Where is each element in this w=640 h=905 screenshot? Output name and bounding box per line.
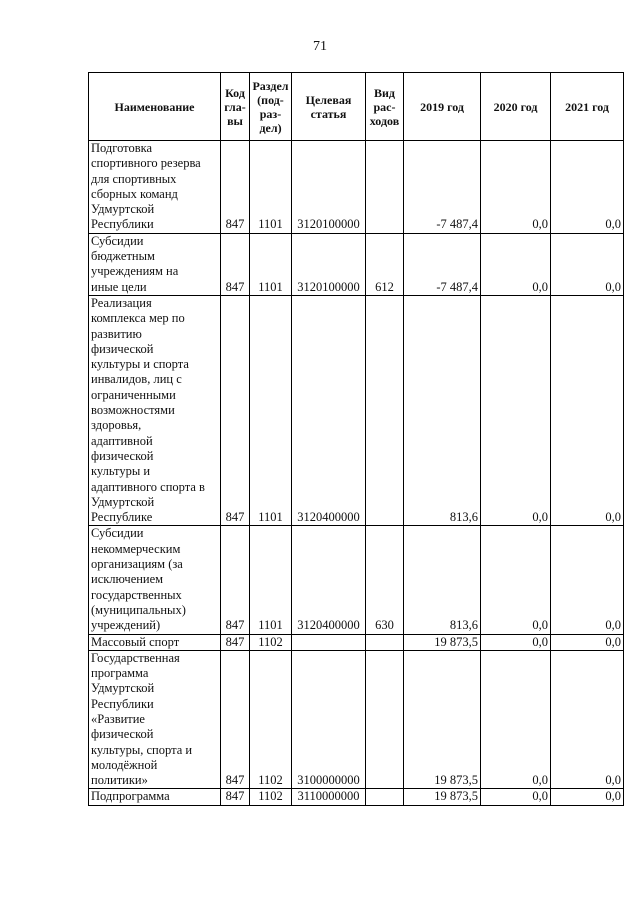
row-2021: 0,0 bbox=[551, 526, 624, 634]
row-target bbox=[292, 634, 366, 650]
header-row bbox=[89, 73, 624, 141]
row-2019: 19 873,5 bbox=[404, 650, 481, 789]
row-name: Подготовка спортивного резерва для спортивных сборных команд Удмуртской Республики bbox=[89, 141, 221, 234]
table-body bbox=[89, 141, 624, 806]
row-2021: 0,0 bbox=[551, 141, 624, 234]
row-2020: 0,0 bbox=[481, 526, 551, 634]
row-kind bbox=[366, 634, 404, 650]
row-code: 847 bbox=[221, 295, 250, 525]
row-section: 1102 bbox=[250, 634, 292, 650]
page-number: 71 bbox=[313, 39, 327, 54]
header-target: Целевая статья bbox=[292, 73, 366, 141]
table-row bbox=[89, 141, 624, 234]
table-row bbox=[89, 789, 624, 805]
table-row bbox=[89, 650, 624, 789]
row-2021: 0,0 bbox=[551, 789, 624, 805]
row-name: Подпрограмма bbox=[89, 789, 221, 805]
row-section: 1101 bbox=[250, 233, 292, 295]
row-section: 1102 bbox=[250, 650, 292, 789]
row-name: Реализация комплекса мер по развитию физической культуры и спорта инвалидов, лиц с ограниченными возможностями здоровья, адаптивной физической культуры и адаптивного спорта в Удмуртской Республике bbox=[89, 295, 221, 525]
row-code: 847 bbox=[221, 634, 250, 650]
row-target: 3120400000 bbox=[292, 526, 366, 634]
row-target: 3100000000 bbox=[292, 650, 366, 789]
row-section: 1102 bbox=[250, 789, 292, 805]
row-kind bbox=[366, 789, 404, 805]
row-2021: 0,0 bbox=[551, 295, 624, 525]
row-name: Массовый спорт bbox=[89, 634, 221, 650]
row-name: Субсидии некоммерческим организациям (за исключением государственных (муниципальных) учреждений) bbox=[89, 526, 221, 634]
row-code: 847 bbox=[221, 789, 250, 805]
row-2020: 0,0 bbox=[481, 295, 551, 525]
row-kind: 630 bbox=[366, 526, 404, 634]
header-kind: Вид рас- ходов bbox=[366, 73, 404, 141]
row-2020: 0,0 bbox=[481, 634, 551, 650]
row-2019: -7 487,4 bbox=[404, 233, 481, 295]
row-code: 847 bbox=[221, 233, 250, 295]
header-2020: 2020 год bbox=[481, 73, 551, 141]
row-name: Субсидии бюджетным учреждениям на иные цели bbox=[89, 233, 221, 295]
header-name: Наименование bbox=[89, 73, 221, 141]
row-2019: 813,6 bbox=[404, 526, 481, 634]
row-2020: 0,0 bbox=[481, 141, 551, 234]
row-2020: 0,0 bbox=[481, 789, 551, 805]
header-2021: 2021 год bbox=[551, 73, 624, 141]
row-2019: -7 487,4 bbox=[404, 141, 481, 234]
table-row bbox=[89, 634, 624, 650]
header-code: Код гла- вы bbox=[221, 73, 250, 141]
row-target: 3120100000 bbox=[292, 233, 366, 295]
row-target: 3120100000 bbox=[292, 141, 366, 234]
row-2020: 0,0 bbox=[481, 650, 551, 789]
row-2021: 0,0 bbox=[551, 233, 624, 295]
row-name: Государственная программа Удмуртской Республики «Развитие физической культуры, спорта и молодёжной политики» bbox=[89, 650, 221, 789]
row-2021: 0,0 bbox=[551, 650, 624, 789]
row-kind bbox=[366, 295, 404, 525]
row-target: 3120400000 bbox=[292, 295, 366, 525]
row-kind: 612 bbox=[366, 233, 404, 295]
row-code: 847 bbox=[221, 526, 250, 634]
header-2019: 2019 год bbox=[404, 73, 481, 141]
row-kind bbox=[366, 650, 404, 789]
budget-table bbox=[88, 72, 624, 806]
table-row bbox=[89, 526, 624, 634]
table-row bbox=[89, 233, 624, 295]
header-section: Раздел (под- раз- дел) bbox=[250, 73, 292, 141]
row-2021: 0,0 bbox=[551, 634, 624, 650]
row-2019: 19 873,5 bbox=[404, 789, 481, 805]
row-2019: 813,6 bbox=[404, 295, 481, 525]
row-section: 1101 bbox=[250, 526, 292, 634]
row-target: 3110000000 bbox=[292, 789, 366, 805]
row-code: 847 bbox=[221, 650, 250, 789]
row-2019: 19 873,5 bbox=[404, 634, 481, 650]
row-kind bbox=[366, 141, 404, 234]
row-section: 1101 bbox=[250, 141, 292, 234]
row-2020: 0,0 bbox=[481, 233, 551, 295]
row-section: 1101 bbox=[250, 295, 292, 525]
table-row bbox=[89, 295, 624, 525]
row-code: 847 bbox=[221, 141, 250, 234]
